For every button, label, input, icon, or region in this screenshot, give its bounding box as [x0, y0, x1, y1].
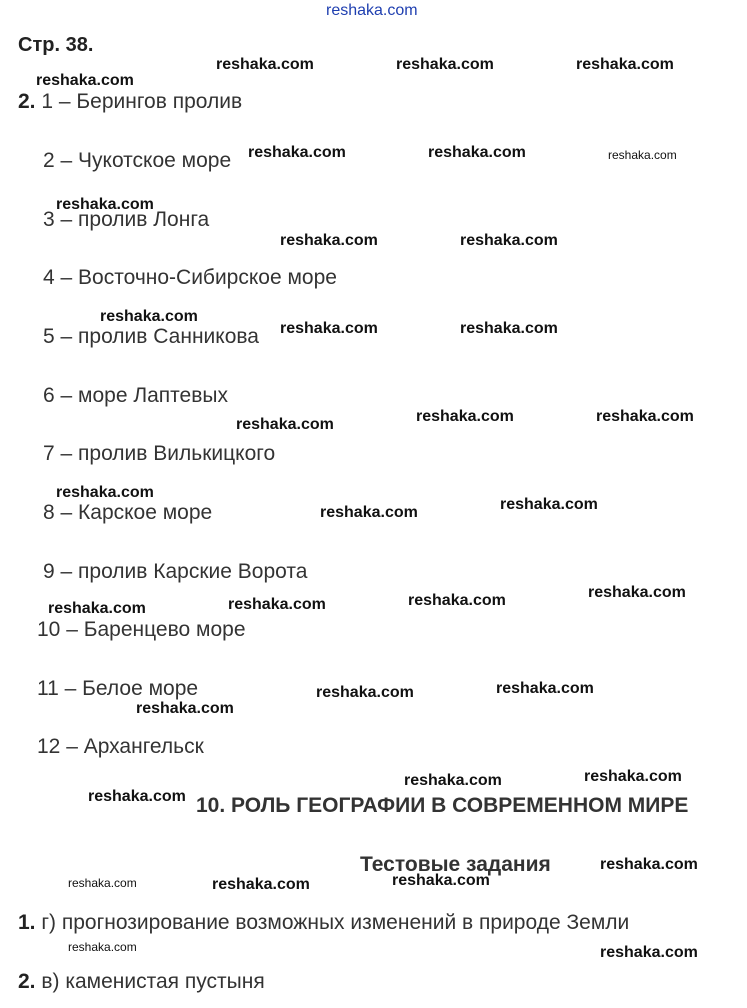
site-header-link[interactable]: reshaka.com [326, 2, 418, 19]
watermark: reshaka.com [88, 788, 186, 805]
answer-number: 1. [18, 911, 36, 934]
watermark: reshaka.com [584, 768, 682, 785]
watermark: reshaka.com [68, 876, 137, 890]
list-item: 6 – море Лаптевых [43, 384, 228, 407]
section-title: 10. РОЛЬ ГЕОГРАФИИ В СОВРЕМЕННОМ МИРЕ [196, 794, 689, 817]
watermark: reshaka.com [212, 876, 310, 893]
watermark: reshaka.com [408, 592, 506, 609]
watermark: reshaka.com [428, 144, 526, 161]
answer-1 [18, 911, 629, 935]
watermark: reshaka.com [216, 56, 314, 73]
watermark: reshaka.com [56, 196, 154, 213]
watermark: reshaka.com [496, 680, 594, 697]
list-item: 9 – пролив Карские Ворота [43, 560, 308, 583]
watermark: reshaka.com [460, 232, 558, 249]
list-item: 2 – Чукотское море [43, 149, 232, 172]
list-item: 7 – пролив Вилькицкого [43, 442, 276, 465]
subsection-title: Тестовые задания [360, 853, 551, 876]
watermark: reshaka.com [576, 56, 674, 73]
list-item: 10 – Баренцево море [37, 618, 246, 641]
list-item: 12 – Архангельск [37, 735, 204, 758]
watermark: reshaka.com [136, 700, 234, 717]
watermark: reshaka.com [600, 856, 698, 873]
watermark: reshaka.com [68, 940, 137, 954]
answer-text: в) каменистая пустыня [41, 970, 265, 993]
watermark: reshaka.com [392, 872, 490, 889]
watermark: reshaka.com [320, 504, 418, 521]
answer-text: г) прогнозирование возможных изменений в природе Земли [41, 911, 630, 934]
list-item: 11 – Белое море [37, 677, 199, 700]
watermark: reshaka.com [236, 416, 334, 433]
watermark: reshaka.com [316, 684, 414, 701]
watermark: reshaka.com [608, 148, 677, 162]
watermark: reshaka.com [500, 496, 598, 513]
list-item: 5 – пролив Санникова [43, 325, 259, 348]
list-item: 4 – Восточно-Сибирское море [43, 266, 337, 289]
watermark: reshaka.com [280, 232, 378, 249]
watermark: reshaka.com [396, 56, 494, 73]
answer-2 [18, 970, 265, 994]
watermark: reshaka.com [588, 584, 686, 601]
list-item: 8 – Карское море [43, 501, 213, 524]
watermark: reshaka.com [248, 144, 346, 161]
watermark: reshaka.com [228, 596, 326, 613]
watermark: reshaka.com [280, 320, 378, 337]
watermark: reshaka.com [56, 484, 154, 501]
watermark: reshaka.com [36, 72, 134, 89]
list-item: 3 – пролив Лонга [43, 208, 210, 231]
watermark: reshaka.com [404, 772, 502, 789]
watermark: reshaka.com [600, 944, 698, 961]
watermark: reshaka.com [596, 408, 694, 425]
list-item: 1 – Берингов пролив [41, 90, 243, 113]
watermark: reshaka.com [416, 408, 514, 425]
task2-item-1 [18, 90, 242, 114]
task-number: 2. [18, 90, 36, 113]
watermark: reshaka.com [100, 308, 198, 325]
page-label: Стр. 38. [18, 34, 94, 56]
watermark: reshaka.com [48, 600, 146, 617]
answer-number: 2. [18, 970, 36, 993]
watermark: reshaka.com [460, 320, 558, 337]
